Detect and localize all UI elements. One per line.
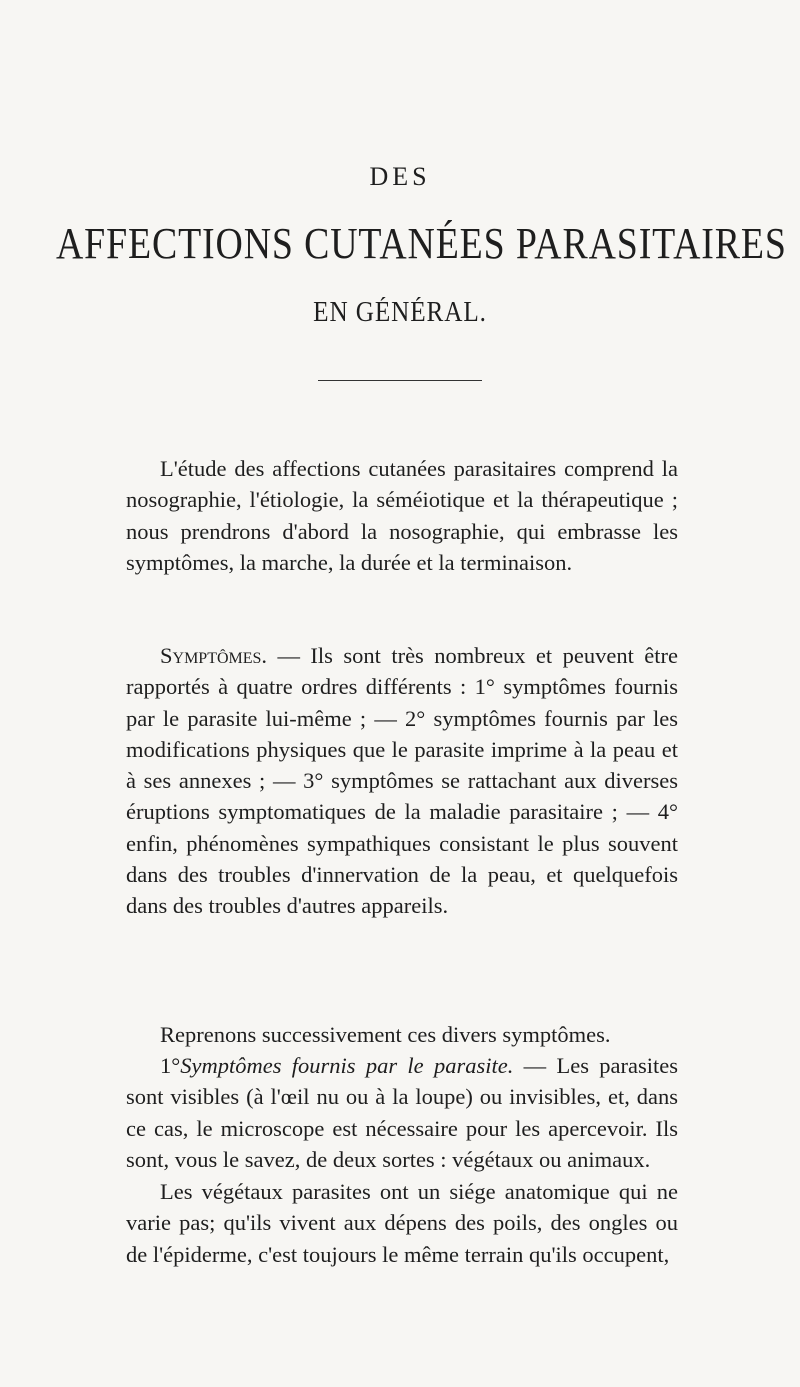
paragraph-lead-symptomes: Symptômes.	[160, 643, 268, 668]
chapter-title: AFFECTIONS CUTANÉES PARASITAIRES	[56, 219, 787, 268]
paragraph-lead-parasite: Symptômes fournis par le parasite.	[180, 1053, 514, 1078]
section-divider	[318, 380, 482, 381]
paragraph-symptomes-text: — Ils sont très nombreux et peuvent être rapportés à quatre ordres différents : 1° symptômes fournis par le parasite lui-même ; — 2° symptômes fournis par les modifications physiques que le parasite imprime à la peau et à ses annexes ; — 3° symptômes se rattachant aux diverses éruptions symptomatiques de la maladie parasitaire ; — 4° enfin, phénomènes sympathiques consistant le plus souvent dans des troubles d'innervation de la peau, et quelquefois dans des troubles d'autres appareils.	[126, 643, 678, 919]
paragraph-reprenons: Reprenons successivement ces divers symptômes.	[160, 1022, 611, 1047]
chapter-subtitle: EN GÉNÉRAL.	[313, 297, 487, 328]
paragraph-introduction: L'étude des affections cutanées parasitaires comprend la nosographie, l'étiologie, la séméiotique et la thérapeutique ; nous prendrons d'abord la nosographie, qui embrasse les symptômes, la marche, la durée et la terminaison.	[126, 456, 678, 575]
paragraph-vegetaux: Les végétaux parasites ont un siége anatomique qui ne varie pas; qu'ils vivent aux dépens des poils, des ongles ou de l'épiderme, c'est toujours le même terrain qu'ils occupent,	[126, 1179, 678, 1267]
paragraph-parasite-text: — Les parasites sont visibles (à l'œil nu ou à la loupe) ou invisibles, et, dans ce cas, le microscope est nécessaire pour les apercevoir. Ils sont, vous le savez, de deux sortes : végétaux ou animaux.	[126, 1053, 678, 1172]
chapter-pre-title: DES	[369, 162, 431, 191]
paragraph-symptomes	[126, 640, 678, 922]
paragraph-number: 1°	[160, 1053, 181, 1078]
paragraph-parasite	[126, 1050, 678, 1175]
